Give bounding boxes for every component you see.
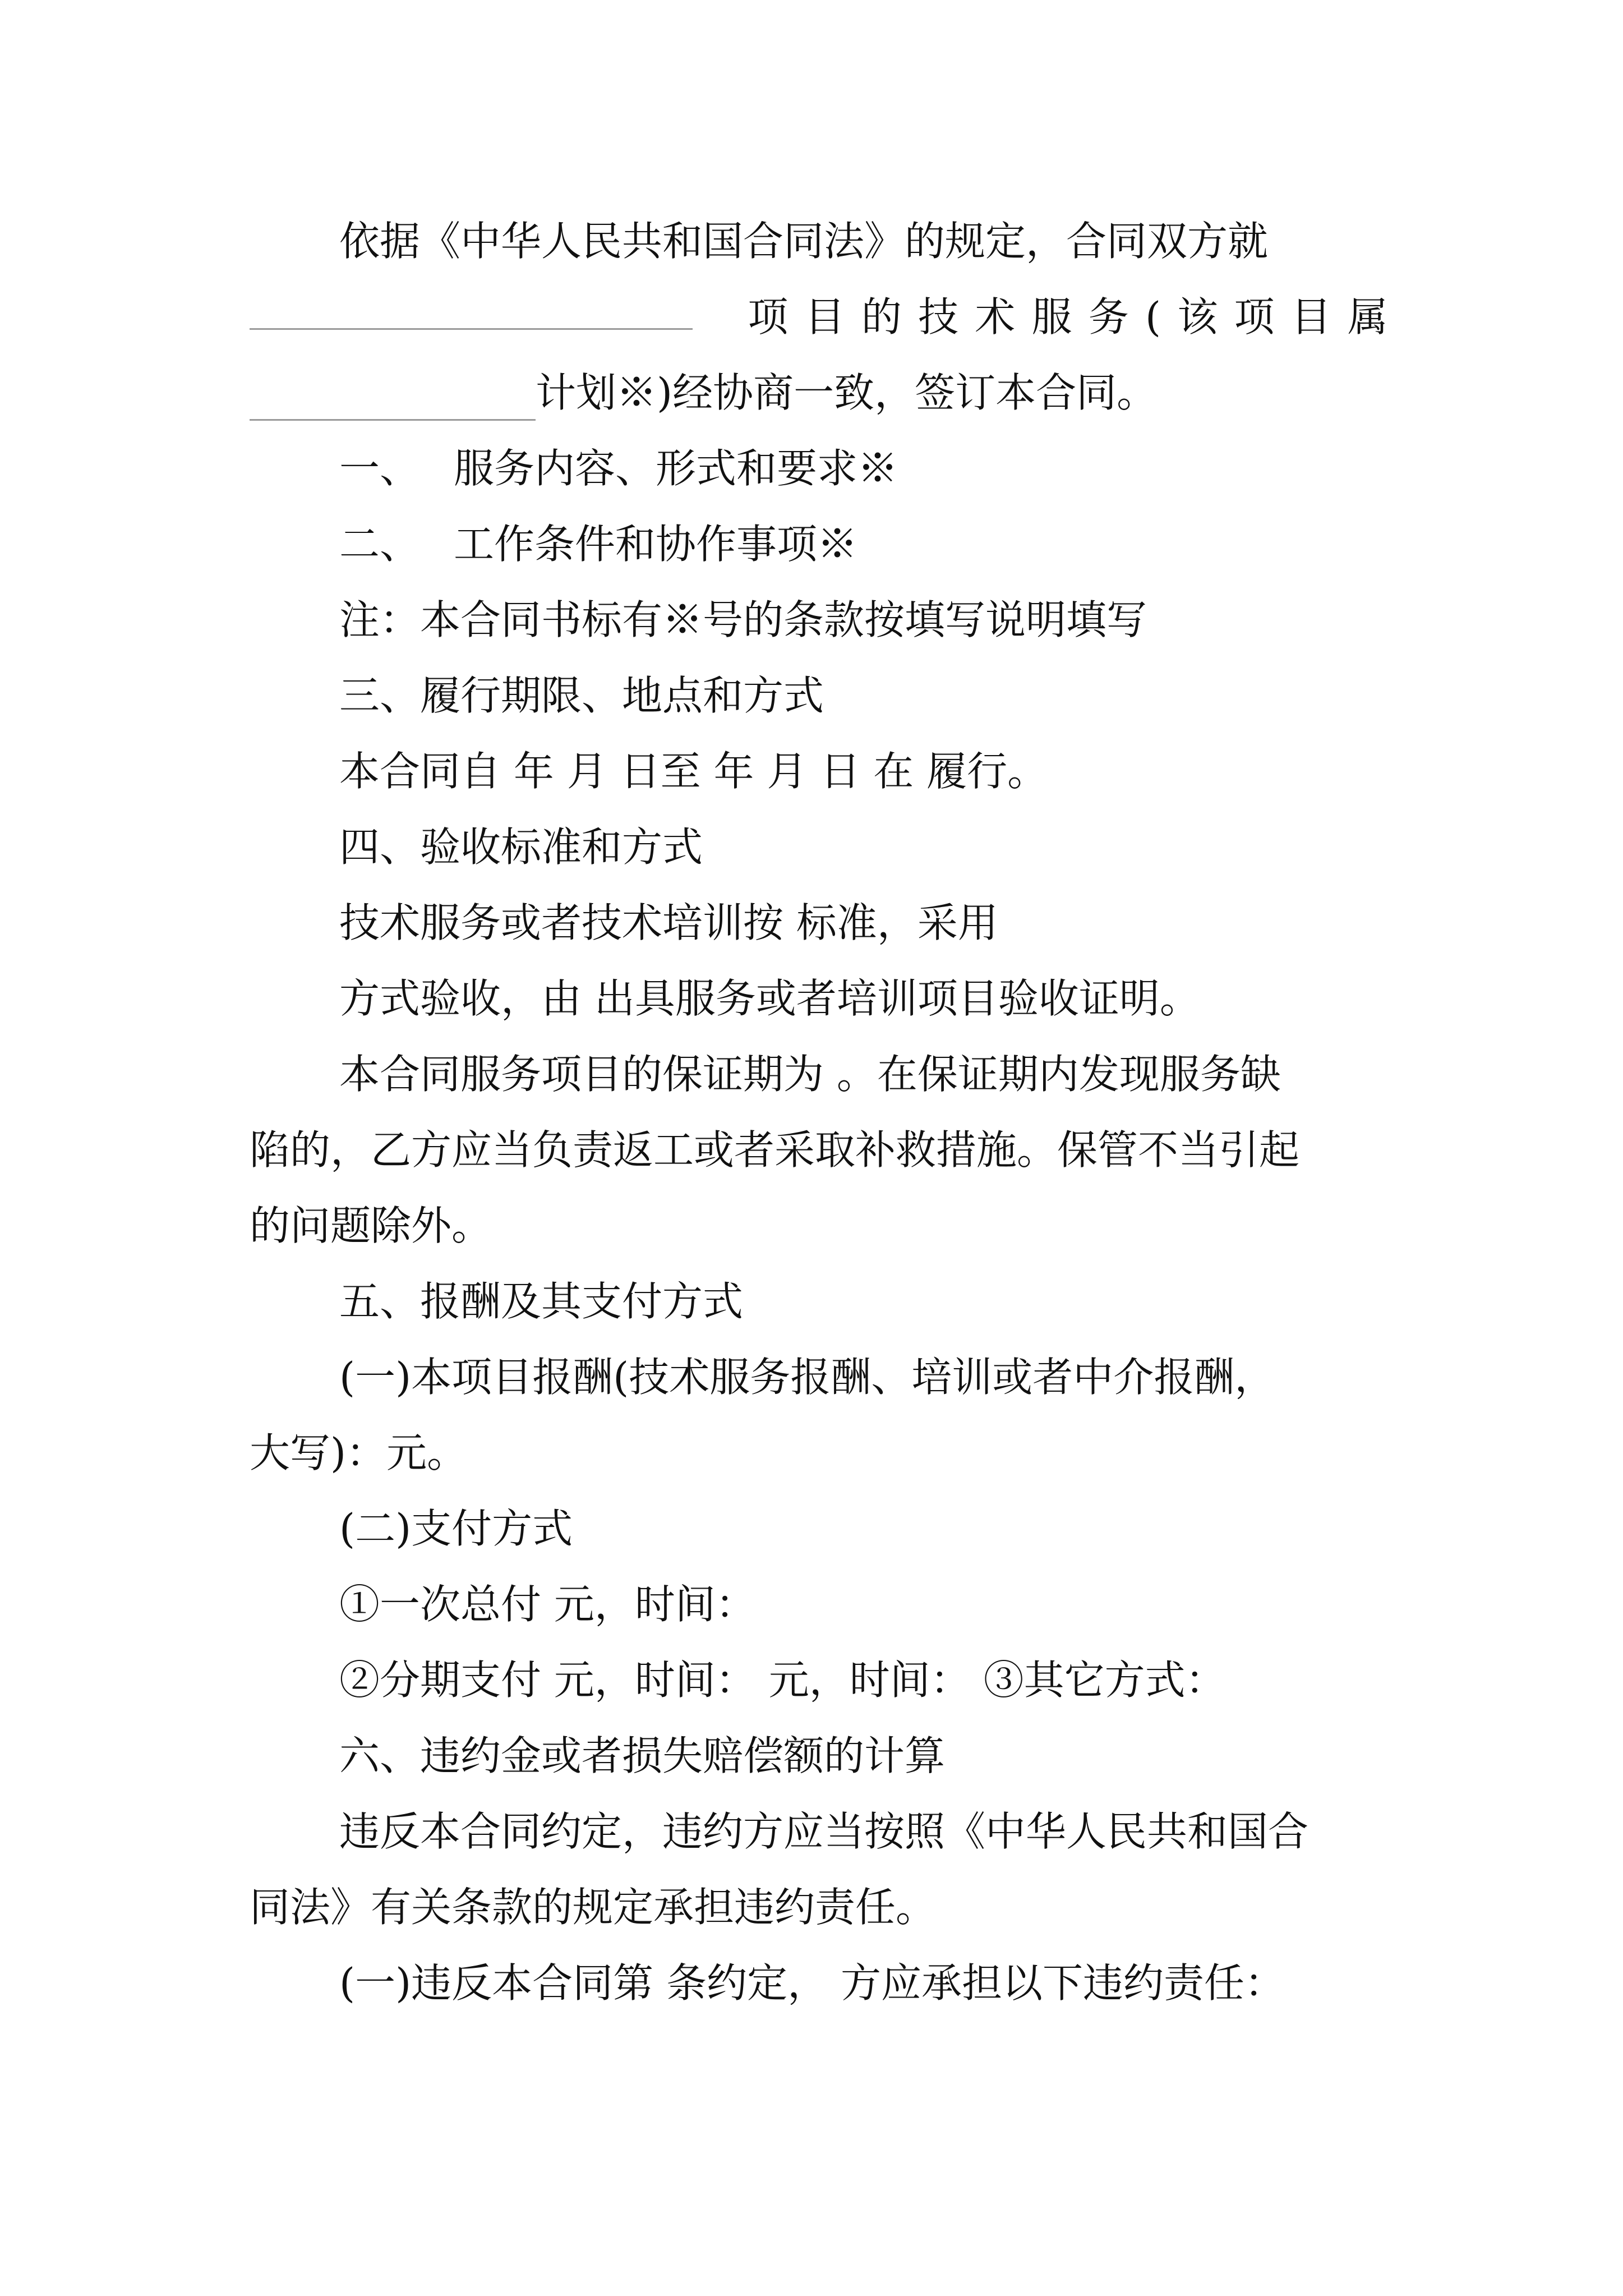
intro-char: 目 (1290, 293, 1331, 341)
intro-line-3-suffix: 计划※)经协商一致，签订本合同。 (536, 369, 1158, 416)
intro-line-1: 依据《中华人民共和国合同法》的规定，合同双方就 (339, 218, 1269, 265)
breach-item-1: (一)违反本合同第 条约定， 方应承担以下违约责任： (339, 1959, 1285, 2007)
payment-option-1: ①一次总付 元，时间： (339, 1581, 756, 1628)
section-4-title: 四、验收标准和方式 (339, 823, 703, 871)
warranty-line-3: 的问题除外。 (250, 1202, 492, 1249)
warranty-line-1: 本合同服务项目的保证期为 。在保证期内发现服务缺 (339, 1051, 1281, 1098)
intro-char: 目 (804, 293, 845, 341)
note-text: 注：本合同书标有※号的条款按填写说明填写 (339, 596, 1147, 643)
intro-char: 务 (1088, 293, 1129, 341)
plan-name-blank[interactable] (250, 380, 536, 421)
section-3-body: 本合同自 年 月 日至 年 月 日 在 履行。 (339, 748, 1048, 795)
breach-line-1: 违反本合同约定，违约方应当按照《中华人民共和国合 (339, 1808, 1309, 1855)
section-5-title: 五、报酬及其支付方式 (339, 1278, 744, 1325)
section-4-body-2: 方式验收，由 出具服务或者培训项目验收证明。 (339, 975, 1200, 1022)
intro-line-3 (250, 365, 1388, 421)
payment-amount-line-2: 大写)：元。 (250, 1429, 468, 1476)
section-2-number: 二、 (339, 521, 421, 568)
section-1-number: 一、 (339, 445, 421, 492)
section-1-heading (339, 440, 1388, 496)
intro-char: 服 (1031, 293, 1072, 341)
intro-line-2 (250, 289, 1388, 345)
intro-char: 该 (1177, 293, 1218, 341)
payment-method-title: (二)支付方式 (339, 1505, 573, 1552)
payment-amount-line-1: (一)本项目报酬(技术服务报酬、培训或者中介报酬， (339, 1354, 1275, 1401)
section-3-title: 三、履行期限、地点和方式 (339, 672, 824, 719)
section-6-title: 六、违约金或者损失赔偿额的计算 (339, 1732, 946, 1779)
section-2-heading (339, 516, 1388, 572)
intro-char: 术 (975, 293, 1016, 341)
intro-char: 的 (861, 293, 902, 341)
section-4-body-1: 技术服务或者技术培训按 标准，采用 (339, 899, 998, 946)
intro-char: 技 (918, 293, 959, 341)
breach-line-2: 同法》有关条款的规定承担违约责任。 (250, 1884, 937, 1931)
intro-char: ( (1145, 293, 1161, 341)
intro-char: 属 (1347, 293, 1388, 341)
section-2-title: 工作条件和协作事项※ (454, 521, 858, 568)
intro-char: 项 (748, 293, 789, 341)
payment-option-2: ②分期支付 元，时间： 元，时间： ③其它方式： (339, 1657, 1226, 1704)
intro-char: 项 (1234, 293, 1275, 341)
warranty-line-2: 陷的，乙方应当负责返工或者采取补救措施。保管不当引起 (250, 1126, 1300, 1174)
section-1-title: 服务内容、形式和要求※ (454, 445, 898, 492)
project-name-blank[interactable] (250, 289, 693, 330)
